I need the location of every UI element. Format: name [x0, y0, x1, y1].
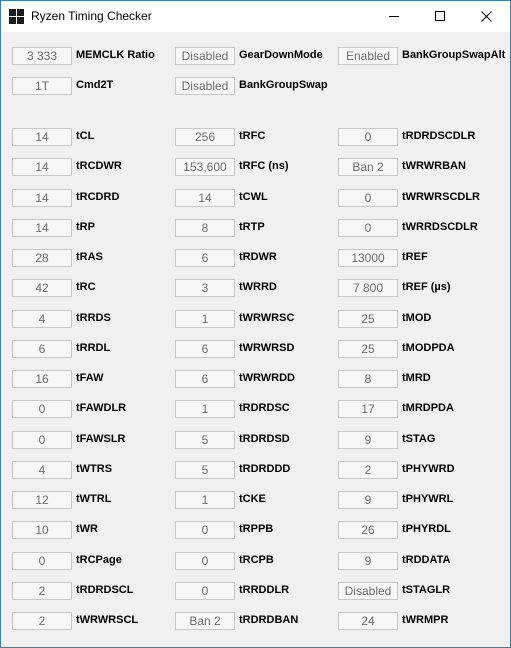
timing-value-field[interactable]: 3 333 — [12, 47, 72, 65]
timing-label: tRFC — [239, 130, 266, 142]
timing-label: tRAS — [76, 251, 103, 263]
timing-label: Cmd2T — [76, 79, 114, 91]
title-bar[interactable] — [1, 1, 510, 32]
timing-label: tFAW — [76, 372, 104, 384]
timing-value-field[interactable]: 10 — [12, 521, 72, 539]
timing-value-field[interactable]: 12 — [12, 491, 72, 509]
timing-label: tRCDWR — [76, 160, 122, 172]
timing-label: tRDRDSD — [239, 433, 290, 445]
timing-label: tWRWRSCL — [76, 614, 139, 626]
timing-value-field[interactable]: 9 — [338, 491, 398, 509]
timing-label: BankGroupSwapAlt — [402, 49, 506, 61]
timing-label: tWRWRDD — [239, 372, 296, 384]
timing-label: tFAWDLR — [76, 402, 127, 414]
timing-label: tMRD — [402, 372, 431, 384]
timing-value-field[interactable]: 0 — [338, 219, 398, 237]
close-icon — [481, 11, 492, 22]
timing-value-field[interactable]: 14 — [12, 219, 72, 237]
timing-value-field[interactable]: 17 — [338, 400, 398, 418]
timing-value-field[interactable]: 0 — [338, 189, 398, 207]
timing-value-field[interactable]: 6 — [175, 249, 235, 267]
timing-value-field[interactable]: 0 — [338, 128, 398, 146]
timing-label: tPHYRDL — [402, 523, 451, 535]
maximize-button[interactable] — [417, 1, 463, 32]
timing-label: tWRWRBAN — [402, 160, 466, 172]
timing-label: tWTRS — [76, 463, 113, 475]
timing-label: tRDDATA — [402, 554, 451, 566]
timing-value-field[interactable]: Ban 2 — [175, 612, 235, 630]
minimize-icon — [389, 16, 399, 17]
timing-value-field[interactable]: Enabled — [338, 47, 398, 65]
timing-value-field[interactable]: 6 — [12, 340, 72, 358]
timing-value-field[interactable]: 153,600 — [175, 158, 235, 176]
timing-label: tWRWRSD — [239, 342, 295, 354]
timing-value-field[interactable]: 1T — [12, 77, 72, 95]
timing-value-field[interactable]: 14 — [12, 189, 72, 207]
timing-label: tCKE — [239, 493, 266, 505]
timing-label: tRDWR — [239, 251, 277, 263]
timing-label: tREF (µs) — [402, 281, 451, 293]
timing-label: tSTAG — [402, 433, 436, 445]
timing-value-field[interactable]: 14 — [175, 189, 235, 207]
timing-label: tWRWRSCDLR — [402, 191, 481, 203]
timing-value-field[interactable]: 1 — [175, 310, 235, 328]
timing-label: tRC — [76, 281, 96, 293]
timing-label: tRCPB — [239, 554, 274, 566]
timing-value-field[interactable]: 8 — [175, 219, 235, 237]
timing-value-field[interactable]: 4 — [12, 310, 72, 328]
timing-value-field[interactable]: 13000 — [338, 249, 398, 267]
timing-label: tRPPB — [239, 523, 274, 535]
timing-label: tWTRL — [76, 493, 112, 505]
timing-value-field[interactable]: 16 — [12, 370, 72, 388]
timing-value-field[interactable]: 0 — [12, 431, 72, 449]
timing-value-field[interactable]: 256 — [175, 128, 235, 146]
minimize-button[interactable] — [371, 1, 417, 32]
timing-value-field[interactable]: 0 — [175, 582, 235, 600]
timing-value-field[interactable]: Disabled — [175, 47, 235, 65]
timing-label: tWRWRSC — [239, 312, 295, 324]
timing-value-field[interactable]: 1 — [175, 400, 235, 418]
timing-value-field[interactable]: 25 — [338, 340, 398, 358]
timing-value-field[interactable]: 28 — [12, 249, 72, 267]
timing-label: BankGroupSwap — [239, 79, 328, 91]
timing-label: tWRMPR — [402, 614, 449, 626]
timing-label: tCWL — [239, 191, 268, 203]
timing-value-field[interactable]: 14 — [12, 128, 72, 146]
timing-value-field[interactable]: 3 — [175, 279, 235, 297]
timing-label: tMOD — [402, 312, 432, 324]
timing-label: tRP — [76, 221, 95, 233]
timing-label: tRDRDSCDLR — [402, 130, 476, 142]
timing-label: tRFC (ns) — [239, 160, 289, 172]
timing-value-field[interactable]: 25 — [338, 310, 398, 328]
timing-value-field[interactable]: 9 — [338, 552, 398, 570]
timing-value-field[interactable]: 5 — [175, 431, 235, 449]
close-button[interactable] — [463, 1, 509, 32]
timing-label: tRDRDDD — [239, 463, 291, 475]
timing-value-field[interactable]: 0 — [175, 552, 235, 570]
timing-value-field[interactable]: 14 — [12, 158, 72, 176]
timing-value-field[interactable]: 2 — [12, 612, 72, 630]
timing-value-field[interactable]: 8 — [338, 370, 398, 388]
timing-value-field[interactable]: 9 — [338, 431, 398, 449]
timing-value-field[interactable]: 2 — [12, 582, 72, 600]
timing-value-field[interactable]: 42 — [12, 279, 72, 297]
window-title: Ryzen Timing Checker — [31, 9, 152, 23]
timing-label: tWRRDSCDLR — [402, 221, 478, 233]
timing-value-field[interactable]: 24 — [338, 612, 398, 630]
timing-value-field[interactable]: 4 — [12, 461, 72, 479]
maximize-icon — [435, 11, 445, 21]
timing-label: tMRDPDA — [402, 402, 454, 414]
timing-value-field[interactable]: 0 — [175, 521, 235, 539]
timing-value-field[interactable]: 0 — [12, 400, 72, 418]
timing-value-field[interactable]: 5 — [175, 461, 235, 479]
timing-value-field[interactable]: 6 — [175, 340, 235, 358]
timing-label: GearDownMode — [239, 49, 323, 61]
timing-label: tFAWSLR — [76, 433, 126, 445]
timing-label: tWRRD — [239, 281, 277, 293]
timing-label: tRCPage — [76, 554, 122, 566]
timing-value-field[interactable]: 1 — [175, 491, 235, 509]
timing-label: tSTAGLR — [402, 584, 451, 596]
timing-value-field[interactable]: Ban 2 — [338, 158, 398, 176]
timing-label: tRDRDBAN — [239, 614, 299, 626]
timing-label: tMODPDA — [402, 342, 455, 354]
app-logo-icon — [9, 9, 24, 24]
timing-label: tRCDRD — [76, 191, 120, 203]
timing-value-field[interactable]: 7 800 — [338, 279, 398, 297]
timing-label: tPHYWRL — [402, 493, 454, 505]
timing-value-field[interactable]: Disabled — [175, 77, 235, 95]
timing-label: tRDRDSCL — [76, 584, 134, 596]
timing-value-field[interactable]: 26 — [338, 521, 398, 539]
timing-label: tPHYWRD — [402, 463, 455, 475]
timing-label: tREF — [402, 251, 428, 263]
timing-value-field[interactable]: Disabled — [338, 582, 398, 600]
timing-label: tCL — [76, 130, 95, 142]
timing-value-field[interactable]: 6 — [175, 370, 235, 388]
timing-label: tRRDL — [76, 342, 111, 354]
timings-panel — [1, 32, 510, 647]
timing-label: tWR — [76, 523, 98, 535]
timing-label: MEMCLK Ratio — [76, 49, 155, 61]
timing-value-field[interactable]: 2 — [338, 461, 398, 479]
timing-label: tRTP — [239, 221, 265, 233]
timing-label: tRDRDSC — [239, 402, 290, 414]
timing-value-field[interactable]: 0 — [12, 552, 72, 570]
timing-label: tRRDDLR — [239, 584, 290, 596]
timing-label: tRRDS — [76, 312, 111, 324]
